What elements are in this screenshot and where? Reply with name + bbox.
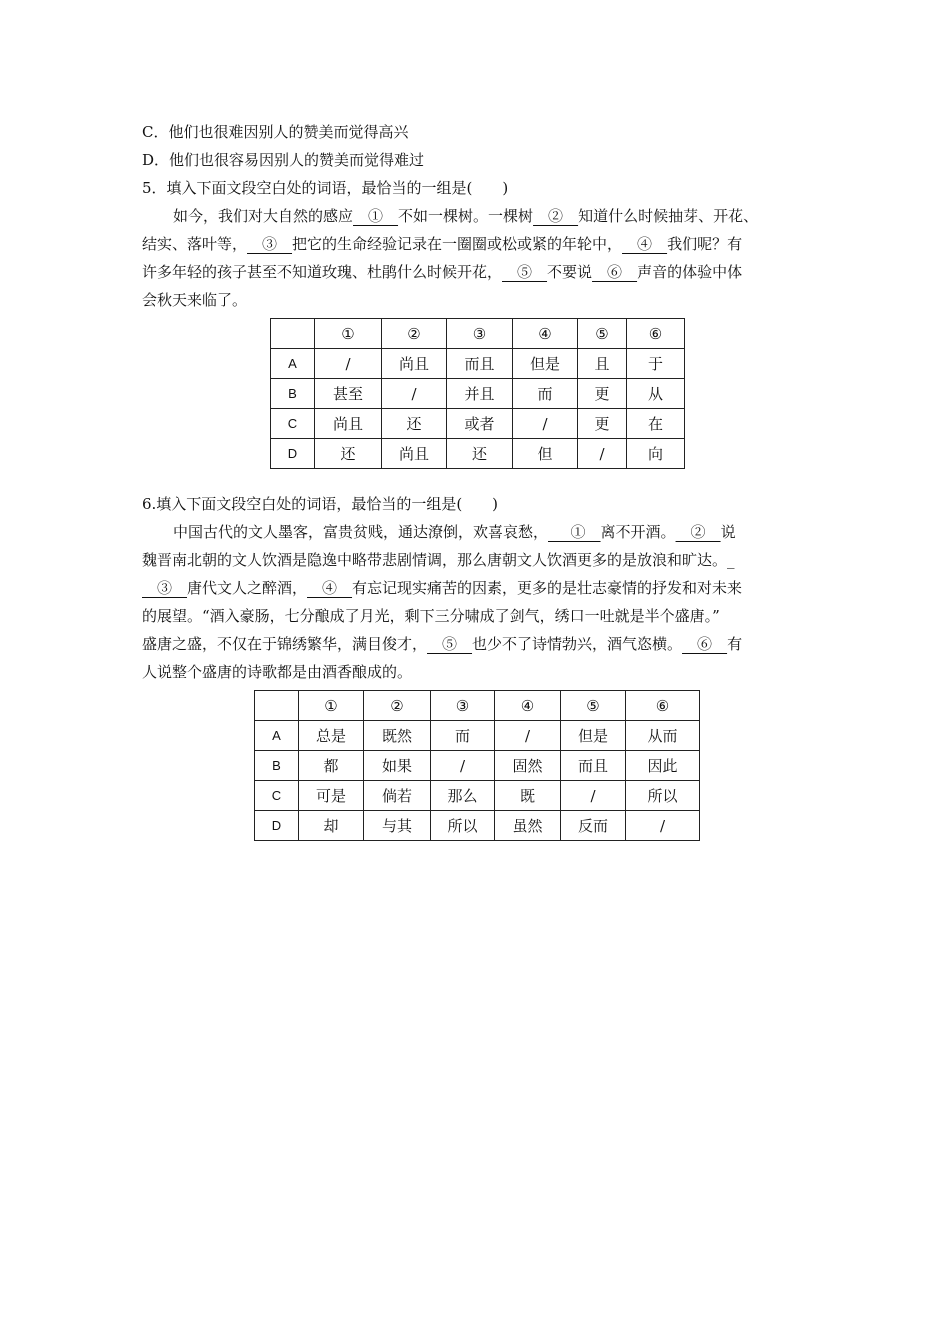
table-cell: 固然 bbox=[495, 751, 561, 781]
table-cell: 所以 bbox=[626, 781, 700, 811]
blank-slot: ⑥ bbox=[682, 635, 728, 653]
question-6-block bbox=[142, 490, 812, 686]
table-cell: / bbox=[513, 409, 578, 439]
table-cell: / bbox=[315, 349, 382, 379]
table-cell: / bbox=[561, 781, 626, 811]
passage-text: 我们呢？有 bbox=[667, 235, 743, 253]
option-label-cell: B bbox=[271, 379, 315, 409]
blank-slot: ② bbox=[533, 207, 579, 225]
table-cell: ⑤ bbox=[561, 691, 626, 721]
passage-text: 的展望。“酒入豪肠，七分酿成了月光，剩下三分啸成了剑气，绣口一吐就是半个盛唐。” bbox=[142, 607, 720, 625]
table-cell: 虽然 bbox=[495, 811, 561, 841]
table-cell: 从 bbox=[627, 379, 685, 409]
passage-line bbox=[142, 202, 812, 230]
option-label-cell: B bbox=[255, 751, 299, 781]
passage-text: 有 bbox=[727, 635, 743, 653]
table-cell: 而且 bbox=[561, 751, 626, 781]
table-cell: / bbox=[578, 439, 627, 469]
table-cell: 并且 bbox=[447, 379, 513, 409]
blank-slot: ① bbox=[548, 523, 601, 541]
table-cell: 尚且 bbox=[382, 439, 447, 469]
table-cell: 而 bbox=[513, 379, 578, 409]
blank-slot: ② bbox=[675, 523, 721, 541]
table-cell: 却 bbox=[299, 811, 364, 841]
blank-slot: ⑥ bbox=[592, 263, 638, 281]
passage-line bbox=[142, 630, 812, 658]
passage-line bbox=[142, 518, 812, 546]
passage-line bbox=[142, 574, 812, 602]
table-header-row bbox=[255, 691, 700, 721]
table-cell: 倘若 bbox=[364, 781, 431, 811]
blank-slot: ④ bbox=[307, 579, 353, 597]
table-cell bbox=[255, 691, 299, 721]
option-label-cell: D bbox=[271, 439, 315, 469]
table-cell: 向 bbox=[627, 439, 685, 469]
table-cell: 所以 bbox=[431, 811, 495, 841]
blank-slot: ④ bbox=[622, 235, 668, 253]
passage-text: 会秋天来临了。 bbox=[142, 291, 248, 309]
passage-line bbox=[142, 230, 812, 258]
passage-text: 不如一棵树。一棵树 bbox=[398, 207, 534, 225]
table-cell: 从而 bbox=[626, 721, 700, 751]
passage-text: 许多年轻的孩子甚至不知道玫瑰、杜鹃什么时候开花， bbox=[142, 263, 503, 281]
table-cell: 既然 bbox=[364, 721, 431, 751]
passage-text: 中国古代的文人墨客，富贵贫贱，通达潦倒，欢喜哀愁， bbox=[173, 523, 549, 541]
passage-text: 声音的体验中体 bbox=[637, 263, 743, 281]
passage-text: 魏晋南北朝的文人饮酒是隐逸中略带悲剧情调，那么唐朝文人饮酒更多的是放浪和旷达。 bbox=[142, 551, 728, 569]
blank-slot: ③ bbox=[247, 235, 293, 253]
passage-line bbox=[142, 546, 812, 574]
table-cell: ④ bbox=[495, 691, 561, 721]
table-cell: / bbox=[382, 379, 447, 409]
passage-text: 结实、落叶等， bbox=[142, 235, 248, 253]
table-cell: 如果 bbox=[364, 751, 431, 781]
table-cell bbox=[271, 319, 315, 349]
passage-text: _ bbox=[727, 551, 735, 569]
table-cell: ② bbox=[364, 691, 431, 721]
document-page bbox=[142, 118, 812, 314]
table-cell: 那么 bbox=[431, 781, 495, 811]
table-row bbox=[271, 439, 685, 469]
table-cell: 尚且 bbox=[315, 409, 382, 439]
table-cell: 更 bbox=[578, 379, 627, 409]
option-label-cell: C bbox=[255, 781, 299, 811]
table-row bbox=[255, 781, 700, 811]
option-label-cell: A bbox=[271, 349, 315, 379]
passage-text: 知道什么时候抽芽、开花、 bbox=[578, 207, 759, 225]
table-row bbox=[271, 349, 685, 379]
table-cell: 于 bbox=[627, 349, 685, 379]
table-cell: 而且 bbox=[447, 349, 513, 379]
table-cell: 而 bbox=[431, 721, 495, 751]
option-c: C．他们也很难因别人的赞美而觉得高兴 bbox=[142, 123, 409, 141]
table-cell: 与其 bbox=[364, 811, 431, 841]
table-cell: 还 bbox=[315, 439, 382, 469]
table-cell: 但是 bbox=[513, 349, 578, 379]
table-cell: 反而 bbox=[561, 811, 626, 841]
table-cell: ① bbox=[299, 691, 364, 721]
table-cell: ⑤ bbox=[578, 319, 627, 349]
passage-text: 说 bbox=[720, 523, 736, 541]
blank-slot: ⑤ bbox=[502, 263, 548, 281]
table-header-row bbox=[271, 319, 685, 349]
blank-slot: ③ bbox=[142, 579, 188, 597]
table-cell: ① bbox=[315, 319, 382, 349]
table-row bbox=[255, 721, 700, 751]
passage-text: 离不开酒。 bbox=[600, 523, 676, 541]
table-cell: 但是 bbox=[561, 721, 626, 751]
table-cell: 更 bbox=[578, 409, 627, 439]
question-5-table bbox=[270, 318, 685, 469]
table-cell: 在 bbox=[627, 409, 685, 439]
blank-slot: ⑤ bbox=[427, 635, 473, 653]
passage-text: 唐代文人之醉酒， bbox=[187, 579, 308, 597]
table-cell: 可是 bbox=[299, 781, 364, 811]
table-cell: 尚且 bbox=[382, 349, 447, 379]
table-cell: ⑥ bbox=[627, 319, 685, 349]
option-label-cell: A bbox=[255, 721, 299, 751]
passage-line bbox=[142, 258, 812, 286]
table-row bbox=[255, 811, 700, 841]
passage-text: 如今，我们对大自然的感应 bbox=[173, 207, 354, 225]
table-cell: 还 bbox=[447, 439, 513, 469]
table-cell: 还 bbox=[382, 409, 447, 439]
blank-slot: ① bbox=[353, 207, 399, 225]
passage-text: 人说整个盛唐的诗歌都是由酒香酿成的。 bbox=[142, 663, 413, 681]
table-cell: / bbox=[626, 811, 700, 841]
table-row bbox=[255, 751, 700, 781]
passage-text: 也少不了诗情勃兴，酒气恣横。 bbox=[472, 635, 683, 653]
passage-line bbox=[142, 658, 812, 686]
table-cell: 总是 bbox=[299, 721, 364, 751]
table-cell: 既 bbox=[495, 781, 561, 811]
option-d: D．他们也很容易因别人的赞美而觉得难过 bbox=[142, 151, 425, 169]
table-cell: ③ bbox=[431, 691, 495, 721]
question-5-stem: 5．填入下面文段空白处的词语，最恰当的一组是( ) bbox=[142, 179, 509, 197]
question-6-passage bbox=[142, 518, 812, 686]
option-label-cell: D bbox=[255, 811, 299, 841]
table-cell: / bbox=[495, 721, 561, 751]
table-cell: 但 bbox=[513, 439, 578, 469]
table-cell: ③ bbox=[447, 319, 513, 349]
table-cell: ⑥ bbox=[626, 691, 700, 721]
question-6-table bbox=[254, 690, 700, 841]
table-row bbox=[271, 409, 685, 439]
table-cell: 因此 bbox=[626, 751, 700, 781]
passage-text: 把它的生命经验记录在一圈圈或松或紧的年轮中， bbox=[292, 235, 623, 253]
table-cell: 甚至 bbox=[315, 379, 382, 409]
table-cell: 都 bbox=[299, 751, 364, 781]
table-row bbox=[271, 379, 685, 409]
question-5-passage bbox=[142, 202, 812, 314]
option-label-cell: C bbox=[271, 409, 315, 439]
passage-text: 不要说 bbox=[547, 263, 593, 281]
passage-line bbox=[142, 602, 812, 630]
table-cell: 且 bbox=[578, 349, 627, 379]
passage-text: 盛唐之盛，不仅在于锦绣繁华，满目俊才， bbox=[142, 635, 428, 653]
table-cell: / bbox=[431, 751, 495, 781]
table-cell: 或者 bbox=[447, 409, 513, 439]
passage-line bbox=[142, 286, 812, 314]
table-cell: ④ bbox=[513, 319, 578, 349]
question-6-stem: 6.填入下面文段空白处的词语，最恰当的一组是( ) bbox=[142, 495, 499, 513]
passage-text: 有忘记现实痛苦的因素，更多的是壮志豪情的抒发和对未来 bbox=[352, 579, 743, 597]
table-cell: ② bbox=[382, 319, 447, 349]
